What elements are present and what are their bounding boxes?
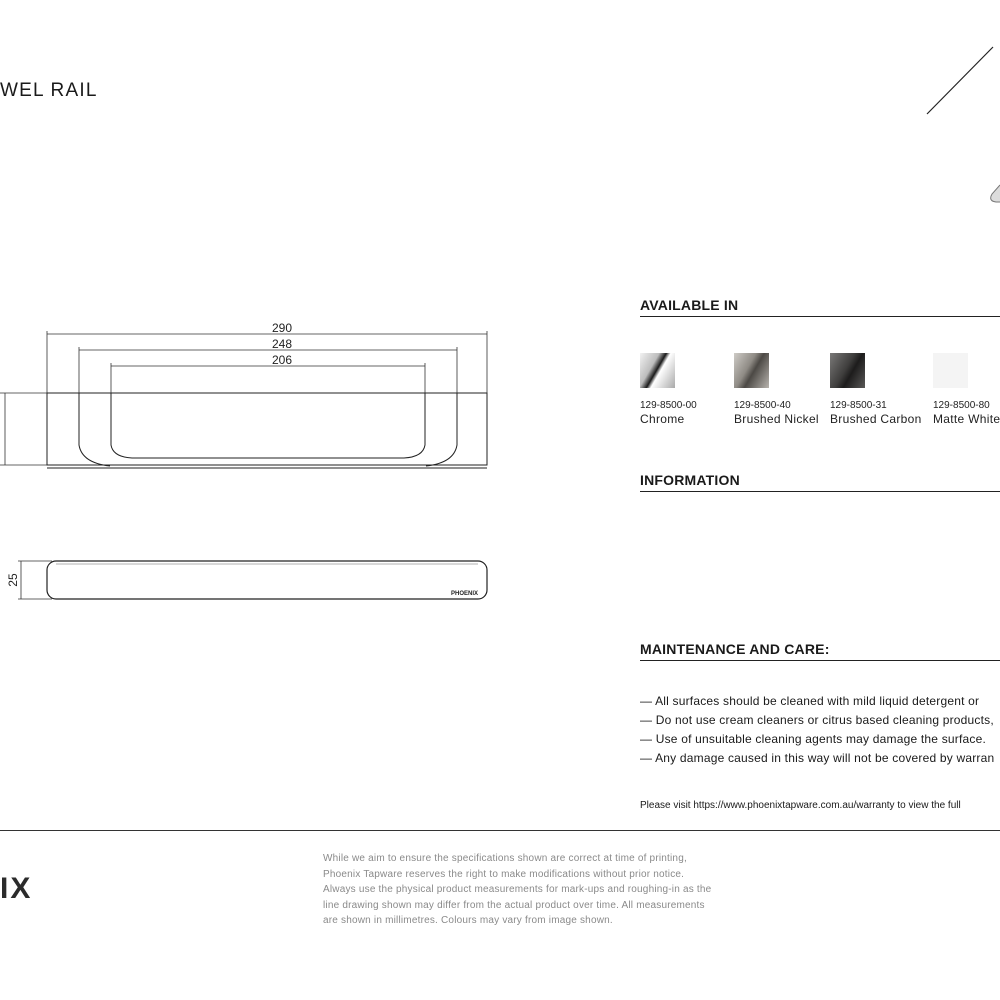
- finish-code: 129-8500-40: [734, 400, 791, 411]
- footer-divider: [0, 830, 1000, 831]
- finish-code: 129-8500-31: [830, 400, 887, 411]
- product-title: WEL RAIL: [0, 80, 98, 101]
- rail-end-render: [991, 185, 1000, 202]
- dim-label-25: 25: [6, 573, 20, 587]
- maintenance-heading: MAINTENANCE AND CARE:: [640, 641, 1000, 661]
- finish-code: 129-8500-00: [640, 400, 697, 411]
- disclaimer-line: While we aim to ensure the specifications shown are correct at time of printing,: [323, 853, 687, 864]
- information-heading: INFORMATION: [640, 472, 1000, 492]
- finish-brushed-carbon[interactable]: [830, 353, 865, 388]
- disclaimer-line: Phoenix Tapware reserves the right to make modifications without prior notice.: [323, 868, 685, 880]
- finish-chrome[interactable]: [640, 353, 675, 388]
- finish-code: 129-8500-80: [933, 400, 990, 411]
- phoenix-logo: IX: [0, 872, 33, 905]
- rail-front-outline: [47, 393, 487, 468]
- finish-name: Matte White: [933, 412, 1000, 426]
- maintenance-item: — Use of unsuitable cleaning agents may damage the surface.: [640, 732, 986, 746]
- brushed-carbon-swatch: [830, 353, 865, 388]
- phoenix-brand-mark: PHOENIX: [450, 591, 478, 597]
- maintenance-item: — All surfaces should be cleaned with mild liquid detergent or: [640, 694, 980, 708]
- maintenance-item: — Do not use cream cleaners or citrus based cleaning products,: [640, 713, 994, 727]
- finish-name: Chrome: [640, 412, 685, 426]
- brushed-nickel-swatch: [734, 353, 769, 388]
- dim-label-290: 290: [271, 321, 293, 335]
- product-perspective-art: [900, 30, 1000, 220]
- dim-label-206: 206: [271, 353, 293, 367]
- rail-top-outline: [47, 561, 487, 599]
- finish-name: Brushed Nickel: [734, 412, 819, 426]
- chrome-swatch: [640, 353, 675, 388]
- top-view-drawing: [0, 550, 500, 610]
- finish-matte-white[interactable]: [933, 353, 968, 388]
- available-in-heading: AVAILABLE IN: [640, 297, 1000, 317]
- warranty-note[interactable]: Please visit https://www.phoenixtapware.com.au/warranty to view the full: [640, 800, 961, 811]
- matte-white-swatch: [933, 353, 968, 388]
- front-elevation-drawing: [0, 315, 500, 475]
- finish-name: Brushed Carbon: [830, 412, 922, 426]
- perspective-edge-line: [927, 47, 993, 114]
- disclaimer-line: are shown in millimetres. Colours may vary from image shown.: [323, 915, 613, 926]
- maintenance-item: — Any damage caused in this way will not be covered by warran: [640, 751, 995, 765]
- disclaimer-line: line drawing shown may differ from the actual product over time. All measurements: [323, 899, 705, 911]
- disclaimer: [323, 851, 753, 929]
- finish-brushed-nickel[interactable]: [734, 353, 769, 388]
- dim-label-248: 248: [271, 337, 293, 351]
- disclaimer-line: Always use the physical product measurements for mark-ups and roughing-in as the: [323, 884, 712, 895]
